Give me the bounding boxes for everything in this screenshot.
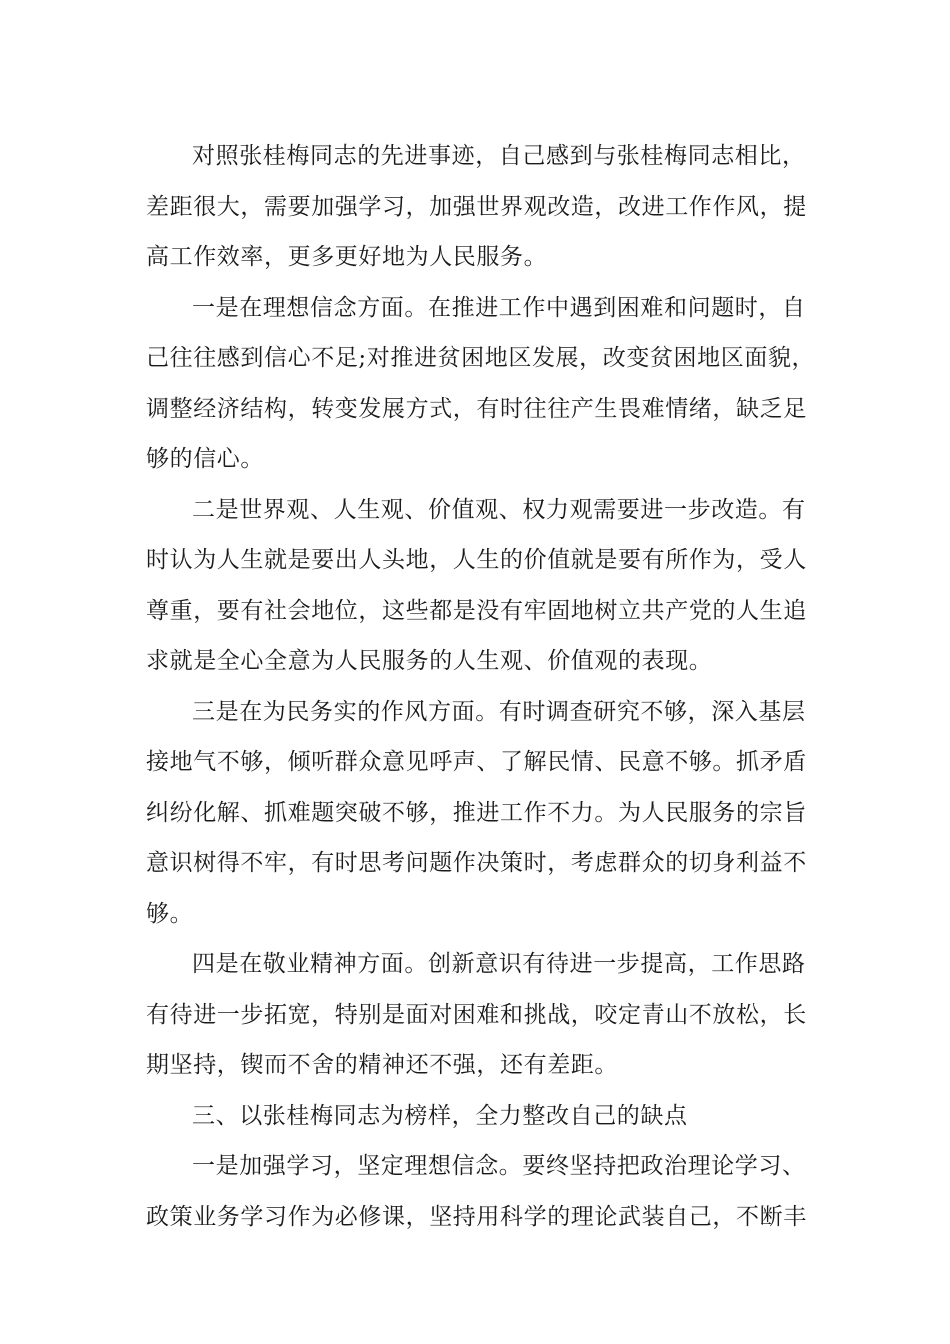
text-line: 意识树得不牢，有时思考问题作决策时，考虑群众的切身利益不 <box>146 850 807 876</box>
section-heading <box>146 1091 774 1142</box>
text-line: 期坚持，锲而不舍的精神还不强，还有差距。 <box>146 1052 618 1078</box>
text-line: 三是在为民务实的作风方面。有时调查研究不够，深入基层 <box>192 698 806 725</box>
text-line: 有待进一步拓宽，特别是面对困难和挑战，咬定青山不放松，长 <box>146 1001 807 1028</box>
paragraph-work-style <box>146 687 807 940</box>
text-line: 时认为人生就是要出人头地，人生的价值就是要有所作为，受人 <box>146 547 807 573</box>
text-line: 政策业务学习作为必修课，坚持用科学的理论武装自己，不断丰 <box>146 1203 807 1230</box>
text-line: 高工作效率，更多更好地为人民服务。 <box>146 244 548 270</box>
text-line: 够。 <box>146 900 194 927</box>
text-line: 差距很大，需要加强学习，加强世界观改造，改进工作作风，提 <box>146 193 807 220</box>
document-body <box>146 131 816 1242</box>
paragraph-ideals-beliefs <box>146 283 816 485</box>
text-line: 四是在敬业精神方面。创新意识有待进一步提高，工作思路 <box>192 951 806 977</box>
text-line: 一是加强学习，坚定理想信念。要终坚持把政治理论学习、 <box>192 1153 806 1179</box>
text-line: 己往往感到信心不足;对推进贫困地区发展，改变贫困地区面貌， <box>146 345 816 371</box>
text-line: 二是世界观、人生观、价值观、权力观需要进一步改造。有 <box>192 496 806 523</box>
text-line: 对照张桂梅同志的先进事迹，自己感到与张桂梅同志相比， <box>192 143 806 169</box>
paragraph-dedication <box>146 939 807 1091</box>
paragraph-worldview <box>146 485 807 687</box>
text-line: 求就是全心全意为人民服务的人生观、价值观的表现。 <box>146 648 713 674</box>
paragraph-study <box>146 1141 807 1242</box>
text-line: 纠纷化解、抓难题突破不够，推进工作不力。为人民服务的宗旨 <box>146 799 807 826</box>
text-line: 够的信心。 <box>146 446 264 472</box>
text-line: 接地气不够，倾听群众意见呼声、了解民情、民意不够。抓矛盾 <box>146 749 807 775</box>
text-line: 三、以张桂梅同志为榜样，全力整改自己的缺点 <box>192 1102 688 1129</box>
text-line: 一是在理想信念方面。在推进工作中遇到困难和问题时，自 <box>192 294 806 321</box>
text-line: 调整经济结构，转变发展方式，有时往往产生畏难情绪，缺乏足 <box>146 395 807 422</box>
text-line: 尊重，要有社会地位，这些都是没有牢固地树立共产党的人生追 <box>146 597 807 624</box>
paragraph-comparison <box>146 131 807 283</box>
